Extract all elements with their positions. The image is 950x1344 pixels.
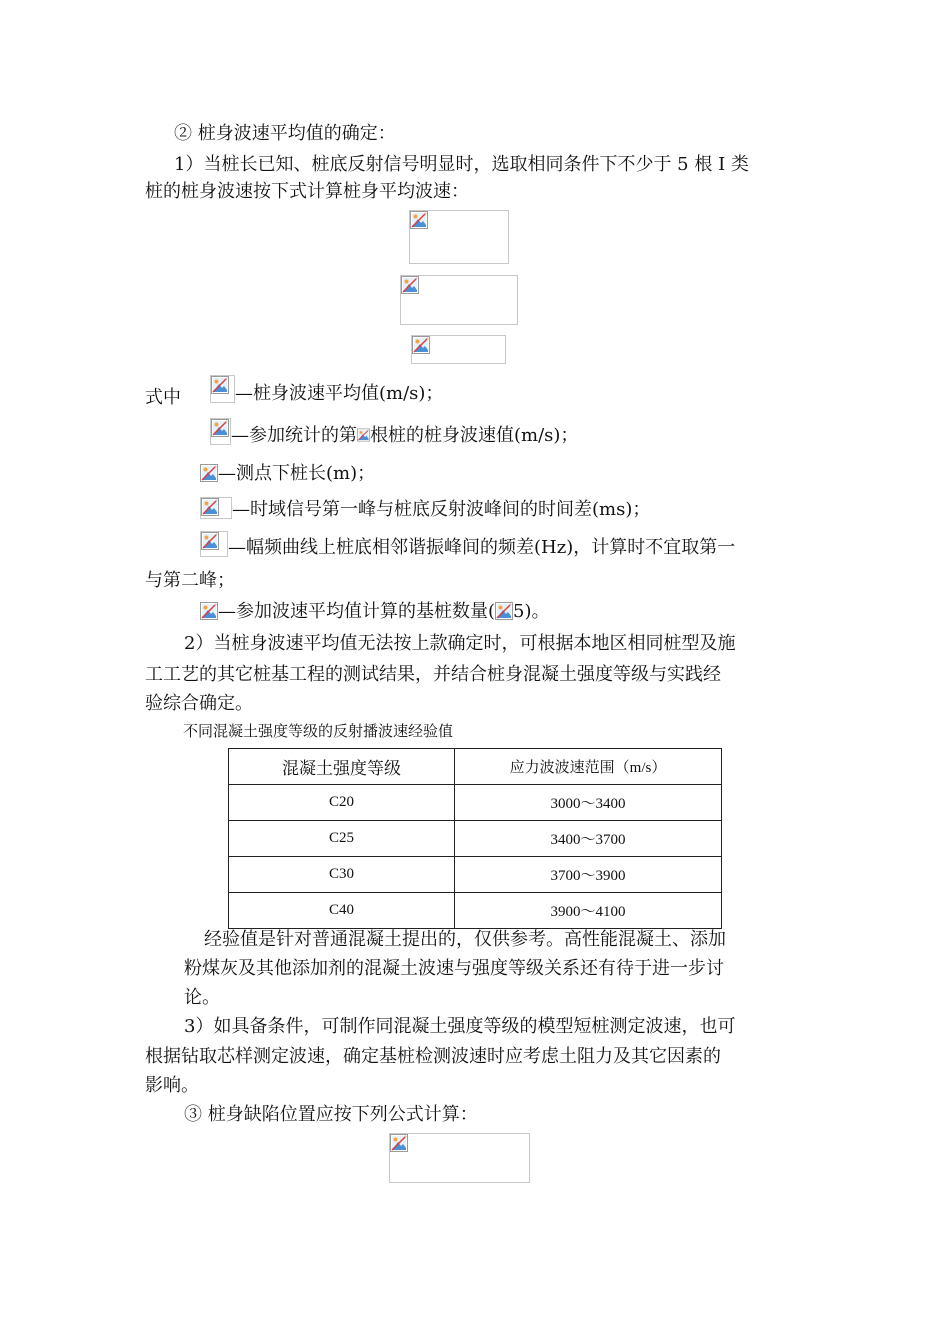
- definition-2: —参加统计的第 根桩的桩身波速值(m/s)；: [210, 418, 578, 450]
- broken-image-icon: [357, 426, 370, 444]
- formula-image-3: [411, 335, 506, 364]
- broken-image-icon: [211, 376, 229, 394]
- definitions-lead: 式中: [145, 387, 181, 408]
- formula-image-2: [400, 275, 518, 325]
- broken-image-icon: [201, 498, 219, 516]
- table-caption: 不同混凝土强度等级的反射播波速经验值: [183, 722, 454, 740]
- table-cell-grade: C40: [229, 893, 455, 929]
- section-3-heading: ③ 桩身缺陷位置应按下列公式计算：: [184, 1104, 478, 1125]
- table-row: [229, 893, 722, 929]
- paragraph-2-line-1: 2）当桩身波速平均值无法按上款确定时，可根据本地区相同桩型及施: [184, 633, 736, 654]
- table-row: [229, 785, 722, 821]
- broken-image-icon: [390, 1134, 408, 1152]
- note-line-3: 论。: [184, 987, 220, 1008]
- broken-image-icon: [211, 419, 229, 437]
- broken-image-icon: [200, 464, 218, 482]
- table-cell-grade: C30: [229, 857, 455, 893]
- definition-5-line-2: 与第二峰；: [145, 570, 235, 591]
- broken-image-icon: [201, 532, 219, 550]
- table-cell-grade: C25: [229, 821, 455, 857]
- table-row: [229, 857, 722, 893]
- paragraph-2-line-3: 验综合确定。: [145, 693, 253, 714]
- paragraph-2-line-2: 工工艺的其它桩基工程的测试结果，并结合桩身混凝土强度等级与实践经: [145, 664, 721, 685]
- table-cell-speed: 3000～3400: [455, 785, 722, 821]
- table-cell-speed: 3400～3700: [455, 821, 722, 857]
- paragraph-1-line-2: 桩的桩身波速按下式计算桩身平均波速：: [145, 181, 469, 202]
- table-cell-speed: 3900～4100: [455, 893, 722, 929]
- table-header-grade: 混凝土强度等级: [229, 749, 455, 785]
- symbol-image: [210, 375, 235, 403]
- broken-image-icon: [200, 602, 218, 620]
- definition-5-line-1: —幅频曲线上桩底相邻谐振峰间的频差(Hz)，计算时不宜取第一: [200, 531, 735, 562]
- table-row: [229, 821, 722, 857]
- section-2-heading: ② 桩身波速平均值的确定：: [174, 123, 396, 144]
- symbol-image: [210, 418, 231, 445]
- definition-6: —参加波速平均值计算的基桩数量( 5)。: [200, 601, 550, 623]
- paragraph-3-line-3: 影响。: [145, 1075, 199, 1096]
- definition-4: —时域信号第一峰与桩底反射波峰间的时间差(ms)；: [200, 497, 650, 522]
- broken-image-icon: [412, 336, 430, 354]
- note-line-1: 经验值是针对普通混凝土提出的，仅供参考。高性能混凝土、添加: [204, 929, 726, 950]
- table-header-row: [229, 749, 722, 785]
- table-header-speed: 应力波波速范围（m/s）: [455, 749, 722, 785]
- paragraph-3-line-1: 3）如具备条件，可制作同混凝土强度等级的模型短桩测定波速，也可: [184, 1016, 736, 1037]
- formula-image-1: [409, 210, 509, 264]
- symbol-image: [200, 497, 232, 519]
- definition-3: —测点下桩长(m)；: [200, 463, 375, 485]
- broken-image-icon: [495, 602, 513, 620]
- broken-image-icon: [401, 276, 419, 294]
- symbol-image: [200, 531, 228, 557]
- formula-image-4: [389, 1133, 530, 1183]
- paragraph-1-line-1: 1）当桩长已知、桩底反射信号明显时，选取相同条件下不少于 5 根 Ⅰ 类: [174, 154, 749, 175]
- wave-speed-table: [228, 748, 722, 929]
- note-line-2: 粉煤灰及其他添加剂的混凝土波速与强度等级关系还有待于进一步讨: [184, 958, 724, 979]
- paragraph-3-line-2: 根据钻取芯样测定波速，确定基桩检测波速时应考虑土阻力及其它因素的: [145, 1046, 721, 1067]
- broken-image-icon: [410, 211, 428, 229]
- table-cell-grade: C20: [229, 785, 455, 821]
- table-cell-speed: 3700～3900: [455, 857, 722, 893]
- definition-1: —桩身波速平均值(m/s)；: [210, 375, 443, 409]
